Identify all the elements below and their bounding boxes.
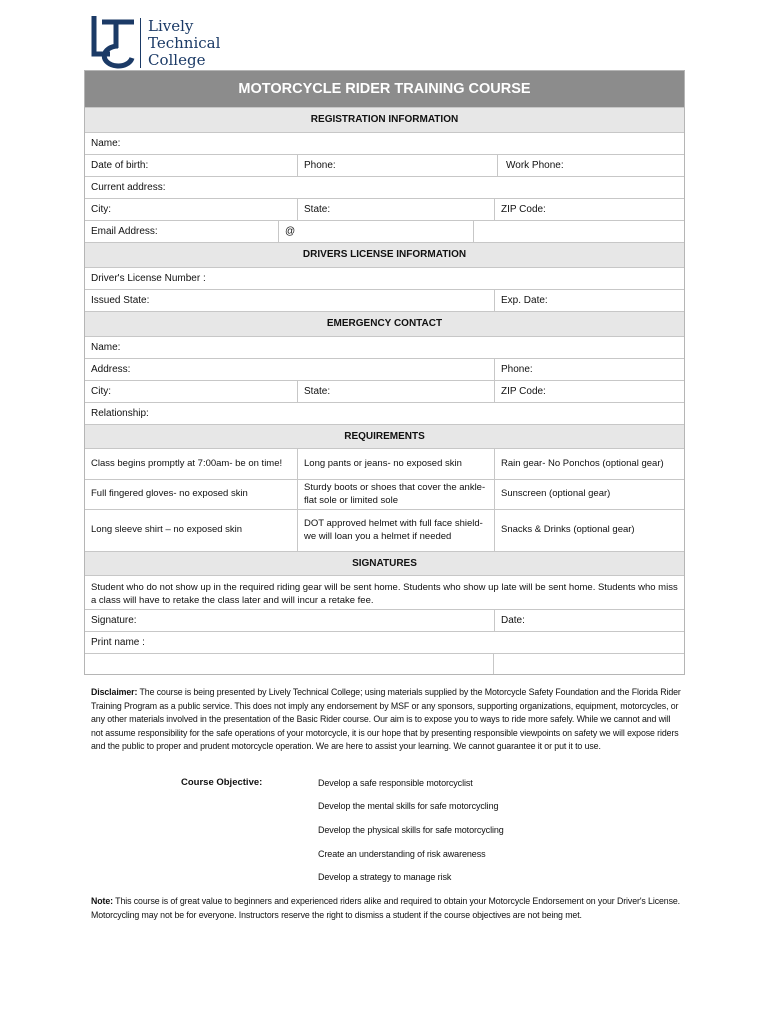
reg-city-field[interactable]: City: [91,204,111,215]
reg-email-spacer [473,221,684,242]
requirements-row [85,479,684,509]
requirement-item: DOT approved helmet with full face shield- we will loan you a helmet if needed [297,510,494,551]
requirements-row [85,509,684,551]
emergency-phone-field[interactable]: Phone: [494,359,684,380]
reg-phone-field[interactable]: Phone: [297,155,497,176]
requirement-item: Sturdy boots or shoes that cover the ankle- flat sole or limited sole [297,480,494,509]
requirement-item: Sunscreen (optional gear) [494,480,684,509]
signature-row [85,609,684,631]
logo-line-1: Lively [148,17,194,35]
license-number-row[interactable] [85,267,684,289]
license-issued-field[interactable]: Issued State: [91,295,150,306]
signatures-notice: Student who do not show up in the required riding gear will be sent home. Students who show up late will be sent home. Students who miss a class will have to retake the class later and will incur a retake fee. [85,575,684,609]
reg-name-label: Name: [91,138,121,149]
form-title: MOTORCYCLE RIDER TRAINING COURSE [85,71,684,107]
objective-item: Develop the mental skills for safe motorcycling [318,801,499,811]
objective-item: Create an understanding of risk awareness [318,849,486,859]
logo-line-3: College [148,51,206,69]
requirement-item: Class begins promptly at 7:00am- be on time! [91,457,283,469]
course-objective-label: Course Objective: [181,777,263,788]
registration-heading: REGISTRATION INFORMATION [85,107,684,132]
emergency-heading: EMERGENCY CONTACT [85,311,684,336]
reg-email-domain-field[interactable]: @ [278,221,473,242]
requirement-item: Full fingered gloves- no exposed skin [91,488,248,500]
blank-cell [85,654,493,674]
note-paragraph [91,895,681,922]
requirement-item: Snacks & Drinks (optional gear) [494,510,684,551]
objective-item: Develop a safe responsible motorcyclist [318,778,473,788]
logo-text [148,18,220,69]
disclaimer-paragraph [91,686,681,754]
emergency-name-label: Name: [91,342,121,353]
emergency-relationship-row[interactable] [85,402,684,424]
reg-address-label: Current address: [91,182,166,193]
registration-form [84,70,685,675]
reg-email-field[interactable]: Email Address: [91,226,158,237]
requirements-row [85,448,684,479]
license-number-label: Driver's License Number : [91,273,206,284]
emergency-state-field[interactable]: State: [297,381,494,402]
reg-work-phone-field[interactable]: Work Phone: [497,155,684,176]
license-exp-field[interactable]: Exp. Date: [494,290,684,311]
requirements-heading: REQUIREMENTS [85,424,684,448]
college-logo [88,14,248,70]
emergency-address-row [85,358,684,380]
emergency-relationship-label: Relationship: [91,408,149,419]
reg-zip-field[interactable]: ZIP Code: [494,199,684,220]
license-issued-row [85,289,684,311]
reg-name-row[interactable] [85,132,684,154]
reg-dob-field[interactable]: Date of birth: [91,160,149,171]
requirement-item: Rain gear- No Ponchos (optional gear) [494,449,684,479]
logo-line-2: Technical [148,34,221,52]
disclaimer-label: Disclaimer: [91,687,138,697]
reg-address-row[interactable] [85,176,684,198]
emergency-address-field[interactable]: Address: [91,364,131,375]
print-name-label: Print name : [91,637,145,648]
signature-field[interactable]: Signature: [91,615,137,626]
signatures-heading: SIGNATURES [85,551,684,575]
reg-email-row [85,220,684,242]
note-label: Note: [91,896,113,906]
emergency-city-field[interactable]: City: [91,386,111,397]
reg-state-field[interactable]: State: [297,199,494,220]
logo-divider [140,18,141,68]
reg-city-row [85,198,684,220]
print-name-row[interactable] [85,631,684,653]
emergency-city-row [85,380,684,402]
reg-dob-row [85,154,684,176]
blank-row [85,653,684,674]
license-heading: DRIVERS LICENSE INFORMATION [85,242,684,267]
emergency-zip-field[interactable]: ZIP Code: [494,381,684,402]
requirement-item: Long sleeve shirt – no exposed skin [91,524,243,536]
objective-item: Develop a strategy to manage risk [318,872,452,882]
emergency-name-row[interactable] [85,336,684,358]
requirement-item: Long pants or jeans- no exposed skin [297,449,494,479]
signature-date-field[interactable]: Date: [494,610,684,631]
objective-item: Develop the physical skills for safe motorcycling [318,825,504,835]
disclaimer-text: The course is being presented by Lively Technical College; using materials supplied by the Motorcycle Safety Foundation and the Florida Rider Training Program as a public service. This does not imply any endorsement by MSF or any sponsors, supporting organizations, equipment, motorcycles, or any other materials involved in the presentation of the Basic Rider course. Our aim is to expose you to ways to ride more safely. While we cannot and will not assume responsibility for the safe operations of your motorcycle, it is our hope that by presenting responsible viewpoints on safety we will expose riders and the public to proper and prudent motorcycle operation. We are here to assist your learning. We cannot guarantee it or put it to use. [91,687,681,751]
blank-cell [493,654,684,674]
note-text: This course is of great value to beginners and experienced riders alike and required to obtain your Motorcycle Endorsement on your Driver's License. Motorcycling may not be for everyone. Instructors reserve the right to dismiss a student if the course objectives are not being met. [91,896,681,920]
ltc-logo-mark-icon [88,14,138,70]
